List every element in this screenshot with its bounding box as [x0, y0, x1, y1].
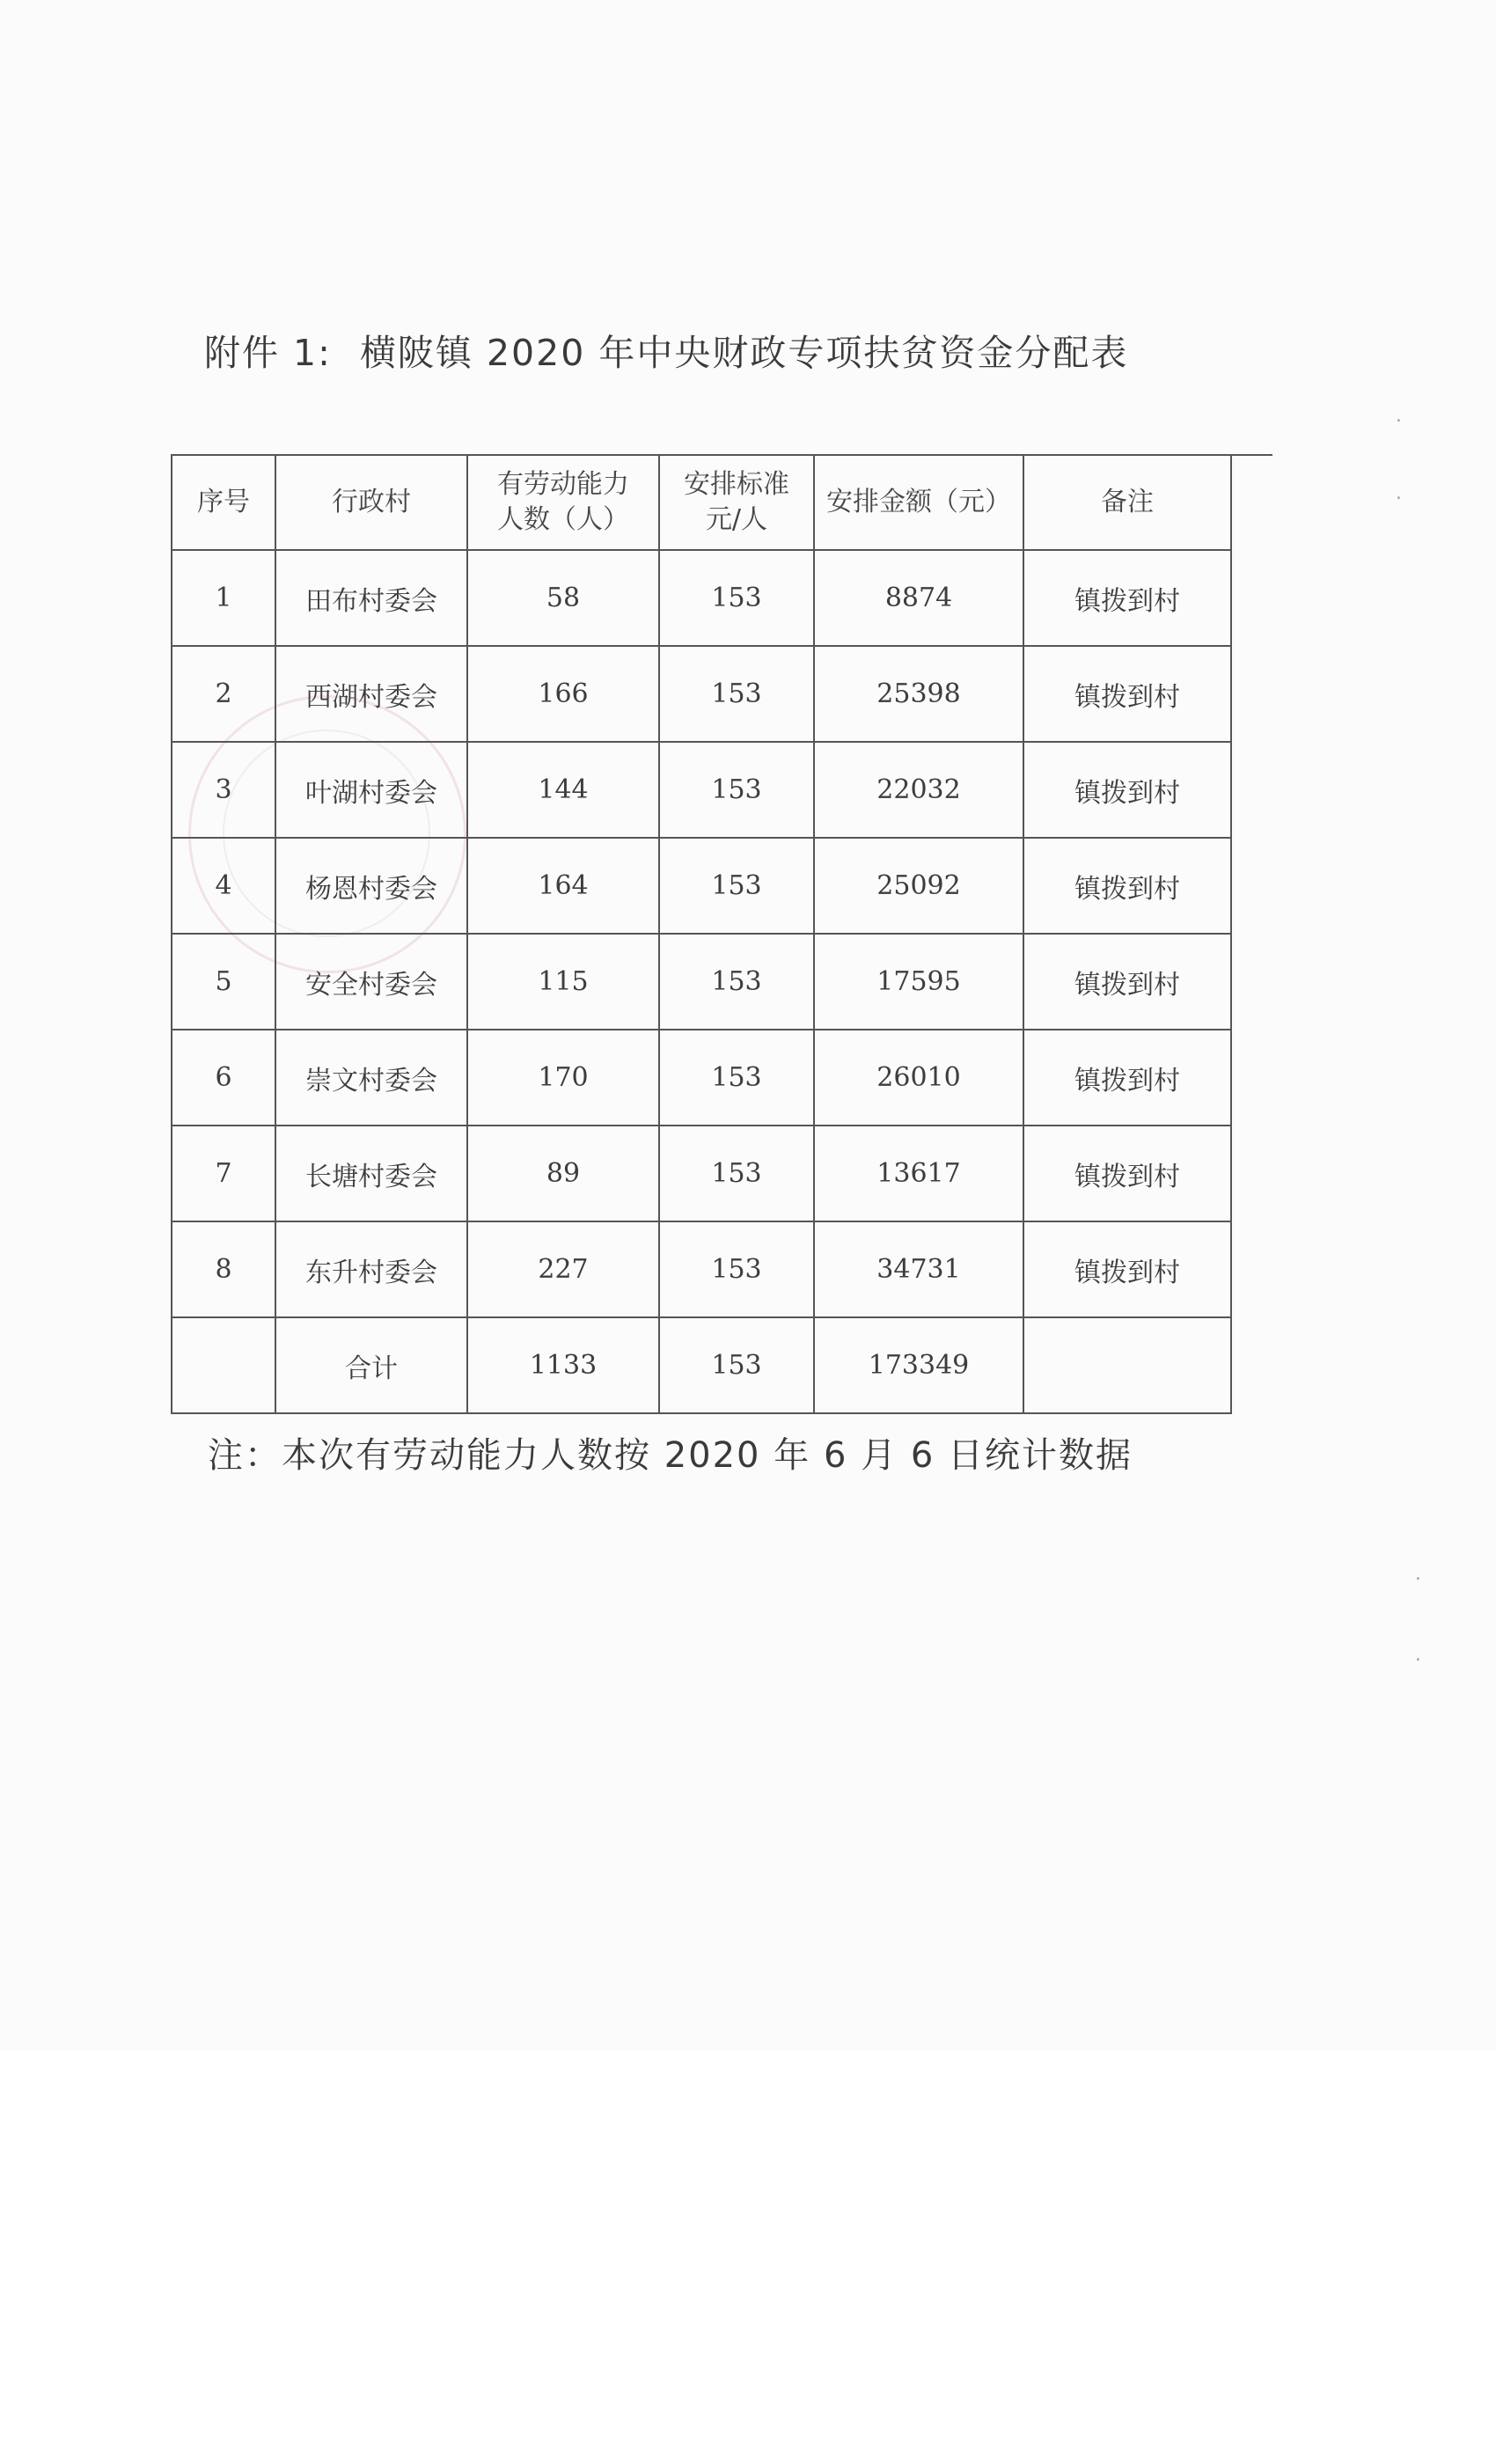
table-row	[172, 1126, 1231, 1221]
cell-amount: 13617	[814, 1126, 1023, 1221]
total-remark	[1023, 1317, 1231, 1413]
table-row	[172, 550, 1231, 646]
cell-village: 东升村委会	[275, 1221, 467, 1317]
cell-remark: 镇拨到村	[1023, 1030, 1231, 1126]
cell-people: 227	[467, 1221, 659, 1317]
cell-standard: 153	[659, 646, 814, 742]
cell-index: 6	[172, 1030, 275, 1126]
cell-village: 叶湖村委会	[275, 742, 467, 838]
table-row	[172, 1221, 1231, 1317]
cell-village: 田布村委会	[275, 550, 467, 646]
cell-index: 1	[172, 550, 275, 646]
cell-standard: 153	[659, 1126, 814, 1221]
cell-remark: 镇拨到村	[1023, 646, 1231, 742]
table-row	[172, 742, 1231, 838]
cell-index: 3	[172, 742, 275, 838]
cell-index: 5	[172, 934, 275, 1030]
cell-remark: 镇拨到村	[1023, 838, 1231, 934]
cell-standard: 153	[659, 742, 814, 838]
table-row	[172, 934, 1231, 1030]
cell-standard: 153	[659, 1030, 814, 1126]
header-standard	[659, 455, 814, 550]
table-top-rule-extension	[1227, 454, 1272, 456]
header-standard-label: 安排标准元/人	[684, 469, 789, 535]
cell-amount: 17595	[814, 934, 1023, 1030]
cell-people: 166	[467, 646, 659, 742]
header-index: 序号	[172, 455, 275, 550]
header-amount: 安排金额（元）	[814, 455, 1023, 550]
allocation-table	[171, 454, 1232, 1414]
cell-index: 2	[172, 646, 275, 742]
cell-remark: 镇拨到村	[1023, 1221, 1231, 1317]
table-total-row	[172, 1317, 1231, 1413]
title-text: 横陂镇 2020 年中央财政专项扶贫资金分配表	[359, 332, 1129, 374]
scan-speck: ·	[1413, 1651, 1423, 1669]
cell-remark: 镇拨到村	[1023, 742, 1231, 838]
table-row	[172, 646, 1231, 742]
table-header-row	[172, 455, 1231, 550]
cell-amount: 8874	[814, 550, 1023, 646]
total-standard: 153	[659, 1317, 814, 1413]
cell-village: 杨恩村委会	[275, 838, 467, 934]
table-row	[172, 1030, 1231, 1126]
cell-index: 7	[172, 1126, 275, 1221]
scan-speck: ·	[1394, 489, 1404, 508]
cell-standard: 153	[659, 934, 814, 1030]
cell-amount: 25092	[814, 838, 1023, 934]
allocation-table-container	[171, 454, 1232, 1414]
total-index	[172, 1317, 275, 1413]
cell-amount: 26010	[814, 1030, 1023, 1126]
cell-standard: 153	[659, 1221, 814, 1317]
scan-speck: ·	[1394, 412, 1404, 430]
cell-village: 长塘村委会	[275, 1126, 467, 1221]
header-people-label: 有劳动能力人数（人）	[497, 469, 629, 535]
header-people	[467, 455, 659, 550]
cell-village: 安全村委会	[275, 934, 467, 1030]
header-village: 行政村	[275, 455, 467, 550]
total-amount: 173349	[814, 1317, 1023, 1413]
cell-amount: 34731	[814, 1221, 1023, 1317]
table-row	[172, 838, 1231, 934]
cell-amount: 22032	[814, 742, 1023, 838]
cell-people: 58	[467, 550, 659, 646]
cell-index: 4	[172, 838, 275, 934]
cell-amount: 25398	[814, 646, 1023, 742]
cell-index: 8	[172, 1221, 275, 1317]
footnote: 注：本次有劳动能力人数按 2020 年 6 月 6 日统计数据	[208, 1435, 1133, 1476]
cell-people: 89	[467, 1126, 659, 1221]
cell-standard: 153	[659, 550, 814, 646]
title-prefix: 附件 1:	[204, 332, 332, 374]
cell-people: 170	[467, 1030, 659, 1126]
total-people: 1133	[467, 1317, 659, 1413]
document-title	[204, 324, 1128, 376]
cell-people: 164	[467, 838, 659, 934]
header-remark: 备注	[1023, 455, 1231, 550]
cell-village: 西湖村委会	[275, 646, 467, 742]
cell-remark: 镇拨到村	[1023, 1126, 1231, 1221]
total-label: 合计	[275, 1317, 467, 1413]
scan-speck: ·	[1413, 1570, 1423, 1588]
cell-village: 崇文村委会	[275, 1030, 467, 1126]
cell-remark: 镇拨到村	[1023, 934, 1231, 1030]
cell-people: 115	[467, 934, 659, 1030]
page-margin	[0, 2050, 1496, 2464]
cell-people: 144	[467, 742, 659, 838]
cell-remark: 镇拨到村	[1023, 550, 1231, 646]
cell-standard: 153	[659, 838, 814, 934]
